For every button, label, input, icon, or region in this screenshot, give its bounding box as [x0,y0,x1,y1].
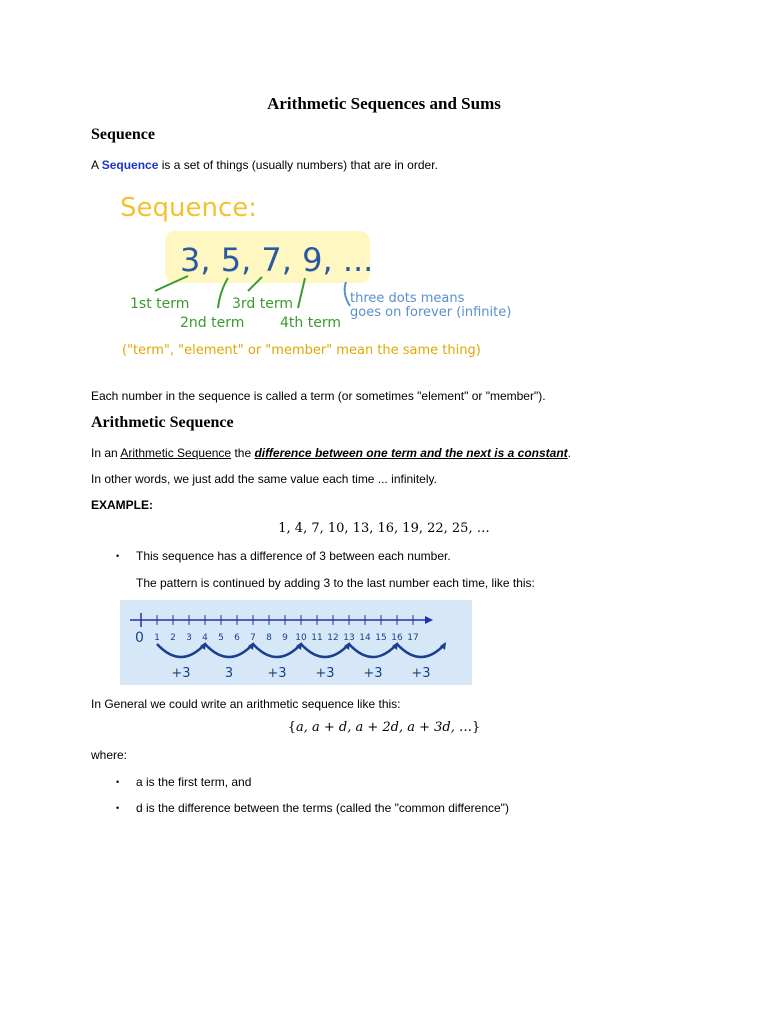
tick-label: 1 [154,633,160,643]
bullet-common-difference: d is the difference between the terms (called the "common difference") [136,801,509,815]
bullet-marker-d: • [116,803,120,813]
figure-heading: Sequence: [120,193,258,223]
bullet-difference: This sequence has a difference of 3 between each number. [136,549,451,563]
tick-label: 6 [234,633,240,643]
jump-label: +3 [171,666,191,681]
label-2nd-term: 2nd term [180,315,245,331]
jump-label: +3 [267,666,287,681]
def-end: . [567,446,572,460]
tick-label: 17 [407,633,419,643]
tick-label: 16 [391,633,403,643]
def-emphasis: difference between one term and the next is a constant [254,446,568,460]
tick-label: 13 [343,633,355,643]
label-1st-term: 1st term [130,296,190,312]
jump-label: +3 [411,666,431,681]
general-formula [0,720,768,735]
formula-rest: , a + d, a + 2d, a + 3d, … [303,720,473,735]
bullet-marker-a: • [116,777,120,787]
tick-label: 14 [359,633,371,643]
arithmetic-sequence-term: Arithmetic Sequence [120,446,232,460]
example-label: EXAMPLE: [91,498,154,512]
label-note: ("term", "element" or "member" mean the same thing) [122,343,481,358]
page-title: Arithmetic Sequences and Sums [267,94,501,113]
tick-label: 9 [282,633,288,643]
formula-close-brace: } [472,720,481,735]
sequence-keyword: Sequence [101,158,159,172]
tick-label: 11 [311,633,323,643]
def-mid: the [231,446,255,460]
bullet-marker: • [116,551,120,561]
definition-prefix: A [91,158,102,172]
sequence-illustration [110,186,530,366]
term-sentence: Each number in the sequence is called a term (or sometimes "element" or "member"). [91,389,546,403]
pattern-text: The pattern is continued by adding 3 to the last number each time, like this: [136,576,535,590]
example-sequence: 1, 4, 7, 10, 13, 16, 19, 22, 25, … [278,521,490,536]
tick-label: 2 [170,633,176,643]
general-intro: In General we could write an arithmetic sequence like this: [91,697,401,711]
jump-label: +3 [315,666,335,681]
tick-label: 5 [218,633,224,643]
tick-label: 12 [327,633,339,643]
tick-label: 3 [186,633,192,643]
label-4th-term: 4th term [280,315,341,331]
tick-label: 15 [375,633,387,643]
arithmetic-definition [91,445,571,461]
section-heading-sequence: Sequence [91,126,155,143]
sequence-numbers: 3, 5, 7, 9, ... [180,241,374,279]
label-dots-line1: three dots means [350,291,465,306]
definition-suffix: is a set of things (usually numbers) that are in order. [158,158,438,172]
formula-open-brace: { [287,720,296,735]
formula-first-term: a [295,720,304,735]
section-heading-arithmetic: Arithmetic Sequence [91,414,234,431]
label-dots-line2: goes on forever (infinite) [350,305,512,320]
sequence-definition [91,157,438,173]
tick-label: 7 [250,633,256,643]
def-prefix: In an [91,446,121,460]
zero-label: 0 [135,630,144,646]
label-3rd-term: 3rd term [232,296,294,312]
jump-label: +3 [363,666,383,681]
other-words-text: In other words, we just add the same value each time ... infinitely. [91,472,437,486]
jump-label: 3 [224,666,234,681]
tick-label: 4 [202,633,208,643]
tick-label: 10 [295,633,307,643]
where-label: where: [91,748,128,762]
tick-label: 8 [266,633,272,643]
number-line-figure [120,600,472,685]
bullet-first-term: a is the first term, and [136,775,252,789]
